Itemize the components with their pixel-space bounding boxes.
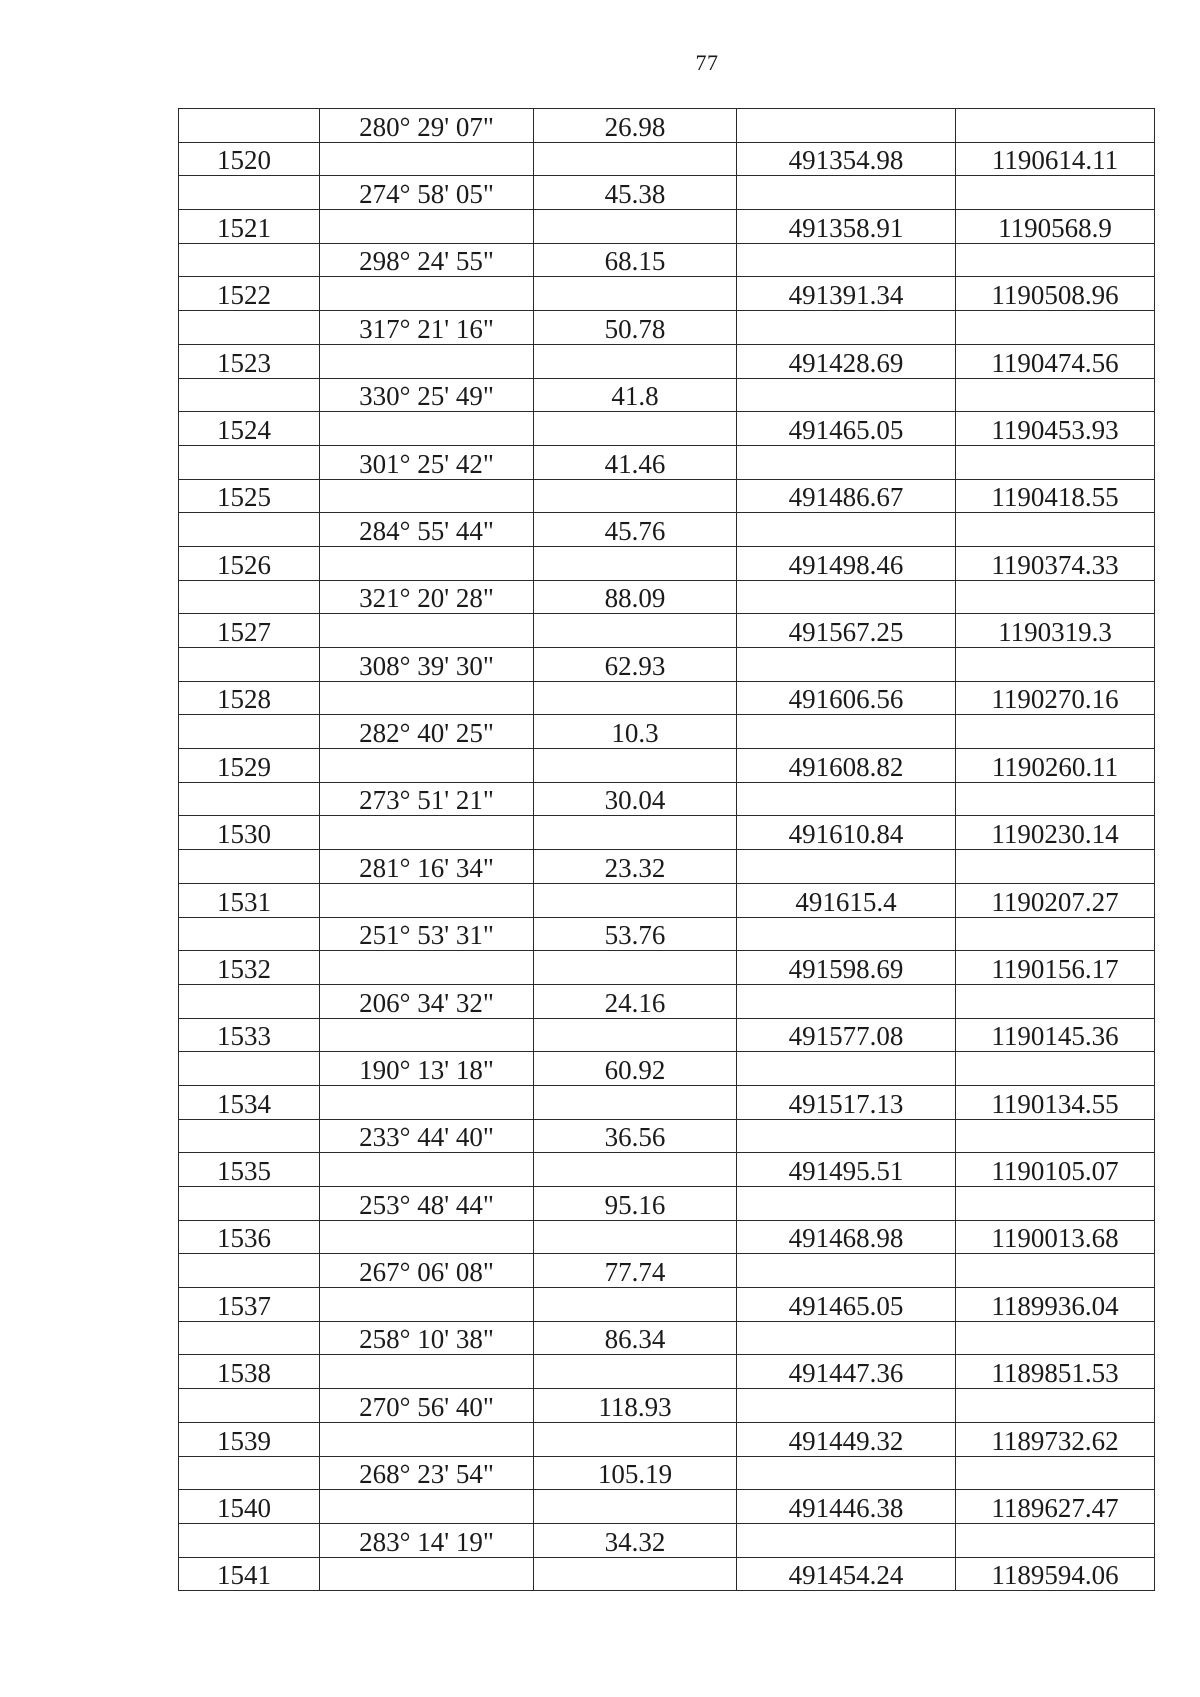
distance-cell: 77.74	[534, 1254, 737, 1288]
easting-cell: 1190319.3	[956, 614, 1155, 648]
northing-cell	[737, 445, 956, 479]
easting-cell	[956, 513, 1155, 547]
easting-cell	[956, 782, 1155, 816]
point-cell	[179, 445, 320, 479]
point-cell: 1521	[179, 210, 320, 244]
bearing-cell: 282° 40' 25"	[320, 715, 534, 749]
segment-row	[179, 445, 1155, 479]
distance-cell	[534, 1153, 737, 1187]
northing-cell	[737, 378, 956, 412]
easting-cell	[956, 378, 1155, 412]
bearing-cell: 321° 20' 28"	[320, 580, 534, 614]
point-cell: 1540	[179, 1490, 320, 1524]
easting-cell: 1190418.55	[956, 479, 1155, 513]
distance-cell	[534, 1220, 737, 1254]
northing-cell	[737, 109, 956, 143]
easting-cell: 1189594.06	[956, 1557, 1155, 1591]
distance-cell: 41.8	[534, 378, 737, 412]
distance-cell: 68.15	[534, 243, 737, 277]
distance-cell: 105.19	[534, 1456, 737, 1490]
point-cell: 1533	[179, 1018, 320, 1052]
easting-cell: 1190207.27	[956, 883, 1155, 917]
northing-cell	[737, 176, 956, 210]
bearing-cell: 283° 14' 19"	[320, 1523, 534, 1557]
northing-cell: 491517.13	[737, 1085, 956, 1119]
point-cell: 1523	[179, 344, 320, 378]
distance-cell: 45.38	[534, 176, 737, 210]
northing-cell: 491598.69	[737, 951, 956, 985]
bearing-cell	[320, 951, 534, 985]
point-cell: 1530	[179, 816, 320, 850]
segment-row	[179, 850, 1155, 884]
northing-cell	[737, 782, 956, 816]
bearing-cell	[320, 210, 534, 244]
point-cell: 1520	[179, 142, 320, 176]
bearing-cell	[320, 681, 534, 715]
bearing-cell: 190° 13' 18"	[320, 1052, 534, 1086]
northing-cell	[737, 1456, 956, 1490]
bearing-cell	[320, 816, 534, 850]
point-cell: 1534	[179, 1085, 320, 1119]
station-row	[179, 479, 1155, 513]
point-cell: 1538	[179, 1355, 320, 1389]
bearing-cell	[320, 142, 534, 176]
northing-cell: 491428.69	[737, 344, 956, 378]
easting-cell	[956, 109, 1155, 143]
distance-cell	[534, 1422, 737, 1456]
distance-cell	[534, 1085, 737, 1119]
station-row	[179, 277, 1155, 311]
distance-cell: 23.32	[534, 850, 737, 884]
northing-cell	[737, 1052, 956, 1086]
segment-row	[179, 648, 1155, 682]
bearing-cell	[320, 344, 534, 378]
distance-cell: 34.32	[534, 1523, 737, 1557]
distance-cell	[534, 277, 737, 311]
bearing-cell: 298° 24' 55"	[320, 243, 534, 277]
distance-cell	[534, 951, 737, 985]
bearing-cell: 274° 58' 05"	[320, 176, 534, 210]
northing-cell	[737, 243, 956, 277]
distance-cell	[534, 210, 737, 244]
station-row	[179, 883, 1155, 917]
segment-row	[179, 1523, 1155, 1557]
point-cell	[179, 1119, 320, 1153]
point-cell	[179, 1321, 320, 1355]
segment-row	[179, 109, 1155, 143]
station-row	[179, 681, 1155, 715]
point-cell	[179, 1523, 320, 1557]
easting-cell: 1190270.16	[956, 681, 1155, 715]
easting-cell	[956, 984, 1155, 1018]
easting-cell	[956, 1321, 1155, 1355]
bearing-cell: 251° 53' 31"	[320, 917, 534, 951]
point-cell	[179, 850, 320, 884]
distance-cell: 50.78	[534, 311, 737, 345]
station-row	[179, 614, 1155, 648]
station-row	[179, 412, 1155, 446]
point-cell	[179, 917, 320, 951]
northing-cell: 491606.56	[737, 681, 956, 715]
distance-cell	[534, 546, 737, 580]
distance-cell: 26.98	[534, 109, 737, 143]
point-cell: 1531	[179, 883, 320, 917]
distance-cell	[534, 412, 737, 446]
bearing-cell	[320, 1288, 534, 1322]
station-row	[179, 1018, 1155, 1052]
segment-row	[179, 1119, 1155, 1153]
bearing-cell	[320, 1220, 534, 1254]
bearing-cell: 284° 55' 44"	[320, 513, 534, 547]
station-row	[179, 816, 1155, 850]
segment-row	[179, 1052, 1155, 1086]
segment-row	[179, 580, 1155, 614]
distance-cell	[534, 479, 737, 513]
station-row	[179, 1490, 1155, 1524]
point-cell	[179, 311, 320, 345]
segment-row	[179, 176, 1155, 210]
easting-cell: 1190145.36	[956, 1018, 1155, 1052]
distance-cell: 45.76	[534, 513, 737, 547]
distance-cell: 60.92	[534, 1052, 737, 1086]
distance-cell	[534, 681, 737, 715]
station-row	[179, 142, 1155, 176]
distance-cell: 86.34	[534, 1321, 737, 1355]
northing-cell: 491454.24	[737, 1557, 956, 1591]
bearing-cell	[320, 1490, 534, 1524]
easting-cell: 1190156.17	[956, 951, 1155, 985]
easting-cell	[956, 1254, 1155, 1288]
bearing-cell: 233° 44' 40"	[320, 1119, 534, 1153]
easting-cell: 1190614.11	[956, 142, 1155, 176]
segment-row	[179, 1254, 1155, 1288]
easting-cell: 1189936.04	[956, 1288, 1155, 1322]
easting-cell	[956, 1052, 1155, 1086]
point-cell	[179, 715, 320, 749]
northing-cell: 491610.84	[737, 816, 956, 850]
point-cell	[179, 176, 320, 210]
distance-cell	[534, 1490, 737, 1524]
survey-coordinates-table	[178, 108, 1155, 1591]
bearing-cell: 206° 34' 32"	[320, 984, 534, 1018]
northing-cell	[737, 984, 956, 1018]
segment-row	[179, 311, 1155, 345]
point-cell	[179, 984, 320, 1018]
station-row	[179, 344, 1155, 378]
bearing-cell	[320, 614, 534, 648]
easting-cell	[956, 580, 1155, 614]
distance-cell	[534, 344, 737, 378]
distance-cell: 88.09	[534, 580, 737, 614]
segment-row	[179, 513, 1155, 547]
point-cell	[179, 513, 320, 547]
easting-cell	[956, 715, 1155, 749]
northing-cell: 491449.32	[737, 1422, 956, 1456]
distance-cell: 41.46	[534, 445, 737, 479]
bearing-cell	[320, 1153, 534, 1187]
bearing-cell: 308° 39' 30"	[320, 648, 534, 682]
easting-cell	[956, 1119, 1155, 1153]
distance-cell	[534, 142, 737, 176]
northing-cell: 491391.34	[737, 277, 956, 311]
point-cell: 1537	[179, 1288, 320, 1322]
distance-cell	[534, 749, 737, 783]
easting-cell	[956, 1389, 1155, 1423]
station-row	[179, 1220, 1155, 1254]
bearing-cell: 280° 29' 07"	[320, 109, 534, 143]
distance-cell	[534, 816, 737, 850]
easting-cell: 1189851.53	[956, 1355, 1155, 1389]
point-cell: 1528	[179, 681, 320, 715]
northing-cell	[737, 715, 956, 749]
distance-cell	[534, 883, 737, 917]
northing-cell	[737, 311, 956, 345]
bearing-cell: 281° 16' 34"	[320, 850, 534, 884]
point-cell	[179, 648, 320, 682]
easting-cell	[956, 648, 1155, 682]
bearing-cell: 253° 48' 44"	[320, 1187, 534, 1221]
northing-cell	[737, 1389, 956, 1423]
northing-cell: 491577.08	[737, 1018, 956, 1052]
northing-cell: 491447.36	[737, 1355, 956, 1389]
northing-cell	[737, 648, 956, 682]
easting-cell: 1190453.93	[956, 412, 1155, 446]
northing-cell: 491465.05	[737, 1288, 956, 1322]
station-row	[179, 546, 1155, 580]
point-cell: 1532	[179, 951, 320, 985]
segment-row	[179, 1321, 1155, 1355]
distance-cell: 24.16	[534, 984, 737, 1018]
point-cell	[179, 378, 320, 412]
point-cell: 1522	[179, 277, 320, 311]
station-row	[179, 1422, 1155, 1456]
segment-row	[179, 715, 1155, 749]
distance-cell	[534, 614, 737, 648]
distance-cell: 118.93	[534, 1389, 737, 1423]
station-row	[179, 749, 1155, 783]
northing-cell: 491468.98	[737, 1220, 956, 1254]
easting-cell: 1190474.56	[956, 344, 1155, 378]
easting-cell	[956, 1456, 1155, 1490]
distance-cell: 95.16	[534, 1187, 737, 1221]
northing-cell	[737, 1321, 956, 1355]
distance-cell: 62.93	[534, 648, 737, 682]
bearing-cell: 267° 06' 08"	[320, 1254, 534, 1288]
page-number: 77	[695, 50, 719, 75]
segment-row	[179, 243, 1155, 277]
easting-cell: 1190568.9	[956, 210, 1155, 244]
segment-row	[179, 1456, 1155, 1490]
point-cell: 1536	[179, 1220, 320, 1254]
point-cell	[179, 782, 320, 816]
distance-cell: 53.76	[534, 917, 737, 951]
easting-cell: 1190508.96	[956, 277, 1155, 311]
distance-cell: 10.3	[534, 715, 737, 749]
station-row	[179, 1153, 1155, 1187]
easting-cell	[956, 243, 1155, 277]
bearing-cell	[320, 1557, 534, 1591]
easting-cell: 1190105.07	[956, 1153, 1155, 1187]
bearing-cell	[320, 1355, 534, 1389]
bearing-cell	[320, 479, 534, 513]
distance-cell: 30.04	[534, 782, 737, 816]
segment-row	[179, 1389, 1155, 1423]
point-cell: 1529	[179, 749, 320, 783]
northing-cell: 491486.67	[737, 479, 956, 513]
easting-cell: 1190260.11	[956, 749, 1155, 783]
station-row	[179, 1355, 1155, 1389]
bearing-cell: 317° 21' 16"	[320, 311, 534, 345]
northing-cell	[737, 1119, 956, 1153]
bearing-cell: 273° 51' 21"	[320, 782, 534, 816]
point-cell	[179, 1187, 320, 1221]
point-cell	[179, 580, 320, 614]
bearing-cell	[320, 1018, 534, 1052]
easting-cell	[956, 1187, 1155, 1221]
bearing-cell: 270° 56' 40"	[320, 1389, 534, 1423]
easting-cell: 1190374.33	[956, 546, 1155, 580]
northing-cell	[737, 850, 956, 884]
distance-cell	[534, 1557, 737, 1591]
easting-cell	[956, 445, 1155, 479]
distance-cell: 36.56	[534, 1119, 737, 1153]
point-cell	[179, 1254, 320, 1288]
distance-cell	[534, 1018, 737, 1052]
point-cell: 1539	[179, 1422, 320, 1456]
bearing-cell: 330° 25' 49"	[320, 378, 534, 412]
easting-cell: 1190230.14	[956, 816, 1155, 850]
northing-cell	[737, 917, 956, 951]
bearing-cell	[320, 1422, 534, 1456]
northing-cell: 491498.46	[737, 546, 956, 580]
distance-cell	[534, 1355, 737, 1389]
point-cell: 1535	[179, 1153, 320, 1187]
point-cell	[179, 109, 320, 143]
easting-cell: 1190013.68	[956, 1220, 1155, 1254]
bearing-cell: 268° 23' 54"	[320, 1456, 534, 1490]
bearing-cell	[320, 883, 534, 917]
northing-cell: 491608.82	[737, 749, 956, 783]
northing-cell	[737, 1523, 956, 1557]
easting-cell	[956, 850, 1155, 884]
point-cell: 1526	[179, 546, 320, 580]
easting-cell: 1189732.62	[956, 1422, 1155, 1456]
station-row	[179, 1288, 1155, 1322]
bearing-cell	[320, 412, 534, 446]
northing-cell	[737, 1187, 956, 1221]
point-cell	[179, 1052, 320, 1086]
segment-row	[179, 984, 1155, 1018]
point-cell: 1525	[179, 479, 320, 513]
easting-cell	[956, 311, 1155, 345]
point-cell: 1527	[179, 614, 320, 648]
easting-cell: 1189627.47	[956, 1490, 1155, 1524]
station-row	[179, 210, 1155, 244]
northing-cell: 491465.05	[737, 412, 956, 446]
bearing-cell	[320, 546, 534, 580]
northing-cell: 491567.25	[737, 614, 956, 648]
station-row	[179, 1085, 1155, 1119]
point-cell: 1524	[179, 412, 320, 446]
easting-cell	[956, 176, 1155, 210]
bearing-cell	[320, 277, 534, 311]
northing-cell	[737, 1254, 956, 1288]
segment-row	[179, 917, 1155, 951]
point-cell	[179, 1389, 320, 1423]
easting-cell: 1190134.55	[956, 1085, 1155, 1119]
segment-row	[179, 378, 1155, 412]
segment-row	[179, 1187, 1155, 1221]
point-cell	[179, 243, 320, 277]
northing-cell: 491495.51	[737, 1153, 956, 1187]
bearing-cell: 258° 10' 38"	[320, 1321, 534, 1355]
point-cell: 1541	[179, 1557, 320, 1591]
northing-cell: 491358.91	[737, 210, 956, 244]
bearing-cell	[320, 749, 534, 783]
segment-row	[179, 782, 1155, 816]
distance-cell	[534, 1288, 737, 1322]
point-cell	[179, 1456, 320, 1490]
northing-cell: 491615.4	[737, 883, 956, 917]
bearing-cell	[320, 1085, 534, 1119]
bearing-cell: 301° 25' 42"	[320, 445, 534, 479]
northing-cell: 491446.38	[737, 1490, 956, 1524]
station-row	[179, 951, 1155, 985]
easting-cell	[956, 1523, 1155, 1557]
survey-table-body	[179, 109, 1155, 1591]
station-row	[179, 1557, 1155, 1591]
easting-cell	[956, 917, 1155, 951]
northing-cell	[737, 580, 956, 614]
northing-cell: 491354.98	[737, 142, 956, 176]
northing-cell	[737, 513, 956, 547]
